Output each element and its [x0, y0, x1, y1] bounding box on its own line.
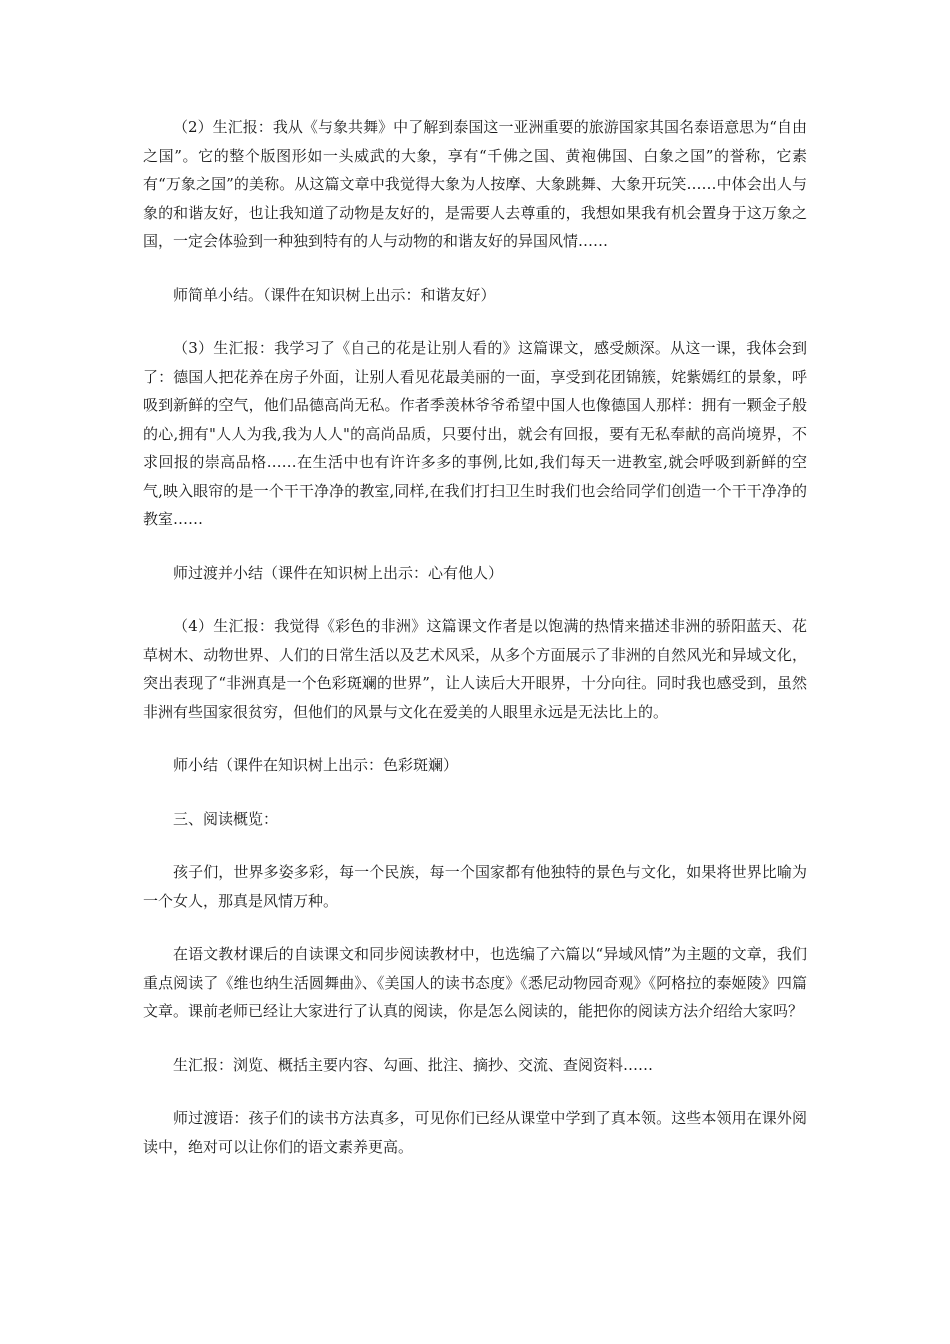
paragraph-gap [143, 587, 807, 612]
paragraph-gap [143, 1079, 807, 1104]
paragraph-world-culture: 孩子们，世界多姿多彩，每一个民族，每一个国家都有他独特的景色与文化，如果将世界比喻为一个女人，那真是风情万种。 [143, 863, 807, 910]
document-body [143, 113, 807, 1161]
paragraph-gap [143, 309, 807, 334]
section-heading-reading-overview: 三、阅读概览： [173, 809, 279, 828]
paragraph-gap [143, 534, 807, 559]
paragraph-report-4: （4）生汇报：我觉得《彩色的非洲》这篇课文作者是以饱满的热情来描述非洲的骄阳蓝天、花草树木、动物世界、人们的日常生活以及艺术风采，从多个方面展示了非洲的自然风光和异域文化，突出表现了“非洲真是一个色彩斑斓的世界”，让人读后大开眼界，十分向往。同时我也感受到，虽然非洲有些国家很贫穷，但他们的风景与文化在爱美的人眼里永远是无法比上的。 [143, 617, 807, 721]
paragraph-gap [143, 726, 807, 751]
paragraph-student-methods: 生汇报：浏览、概括主要内容、勾画、批注、摘抄、交流、查阅资料…… [173, 1055, 654, 1074]
paragraph-report-3: （3）生汇报：我学习了《自己的花是让别人看的》这篇课文，感受颇深。从这一课，我体会到了：德国人把花养在房子外面，让别人看见花最美丽的一面，享受到花团锦簇，姹紫嫣红的景象，呼吸到新鲜的空气，他们品德高尚无私。作者季羡林爷爷希望中国人也像德国人那样：拥有一颗金子般的心,拥有"人人为我,我为人人"的高尚品质，只要付出，就会有回报，要有无私奉献的高尚境界，不求回报的崇高品格……在生活中也有许许多多的事例,比如,我们每天一进教室,就会呼吸到新鲜的空气,映入眼帘的是一个干干净净的教室,同样,在我们打扫卫生时我们也会给同学们创造一个干干净净的教室…… [143, 339, 807, 528]
paragraph-summary-3: 师小结（课件在知识树上出示：色彩斑斓） [173, 756, 459, 774]
paragraph-gap [143, 780, 807, 805]
paragraph-gap [143, 833, 807, 858]
paragraph-reading-materials: 在语文教材课后的自读课文和同步阅读教材中，也选编了六篇以“异域风情”为主题的文章，我们重点阅读了《维也纳生活圆舞曲》、《美国人的读书态度》《悉尼动物园奇观》《阿格拉的泰姬陵》四篇文章。课前老师已经让大家进行了认真的阅读，你是怎么阅读的，能把你的阅读方法介绍给大家吗？ [143, 945, 807, 1020]
paragraph-gap [143, 1026, 807, 1051]
paragraph-summary-2: 师过渡并小结（课件在知识树上出示：心有他人） [173, 563, 504, 582]
paragraph-gap [143, 256, 807, 281]
paragraph-gap [143, 915, 807, 940]
paragraph-teacher-transition: 师过渡语：孩子们的读书方法真多，可见你们已经从课堂中学到了真本领。这些本领用在课外阅读中，绝对可以让你们的语文素养更高。 [143, 1109, 807, 1156]
paragraph-report-2: （2）生汇报：我从《与象共舞》中了解到泰国这一亚洲重要的旅游国家其国名泰语意思为“自由之国”。它的整个版图形如一头威武的大象，享有“千佛之国、黄袍佛国、白象之国”的誉称，它素有“万象之国”的美称。从这篇文章中我觉得大象为人按摩、大象跳舞、大象开玩笑……中体会出人与象的和谐友好，也让我知道了动物是友好的，是需要人去尊重的，我想如果我有机会置身于这万象之国，一定会体验到一种独到特有的人与动物的和谐友好的异国风情…… [143, 118, 807, 250]
paragraph-summary-1: 师简单小结。（课件在知识树上出示：和谐友好） [173, 285, 496, 304]
